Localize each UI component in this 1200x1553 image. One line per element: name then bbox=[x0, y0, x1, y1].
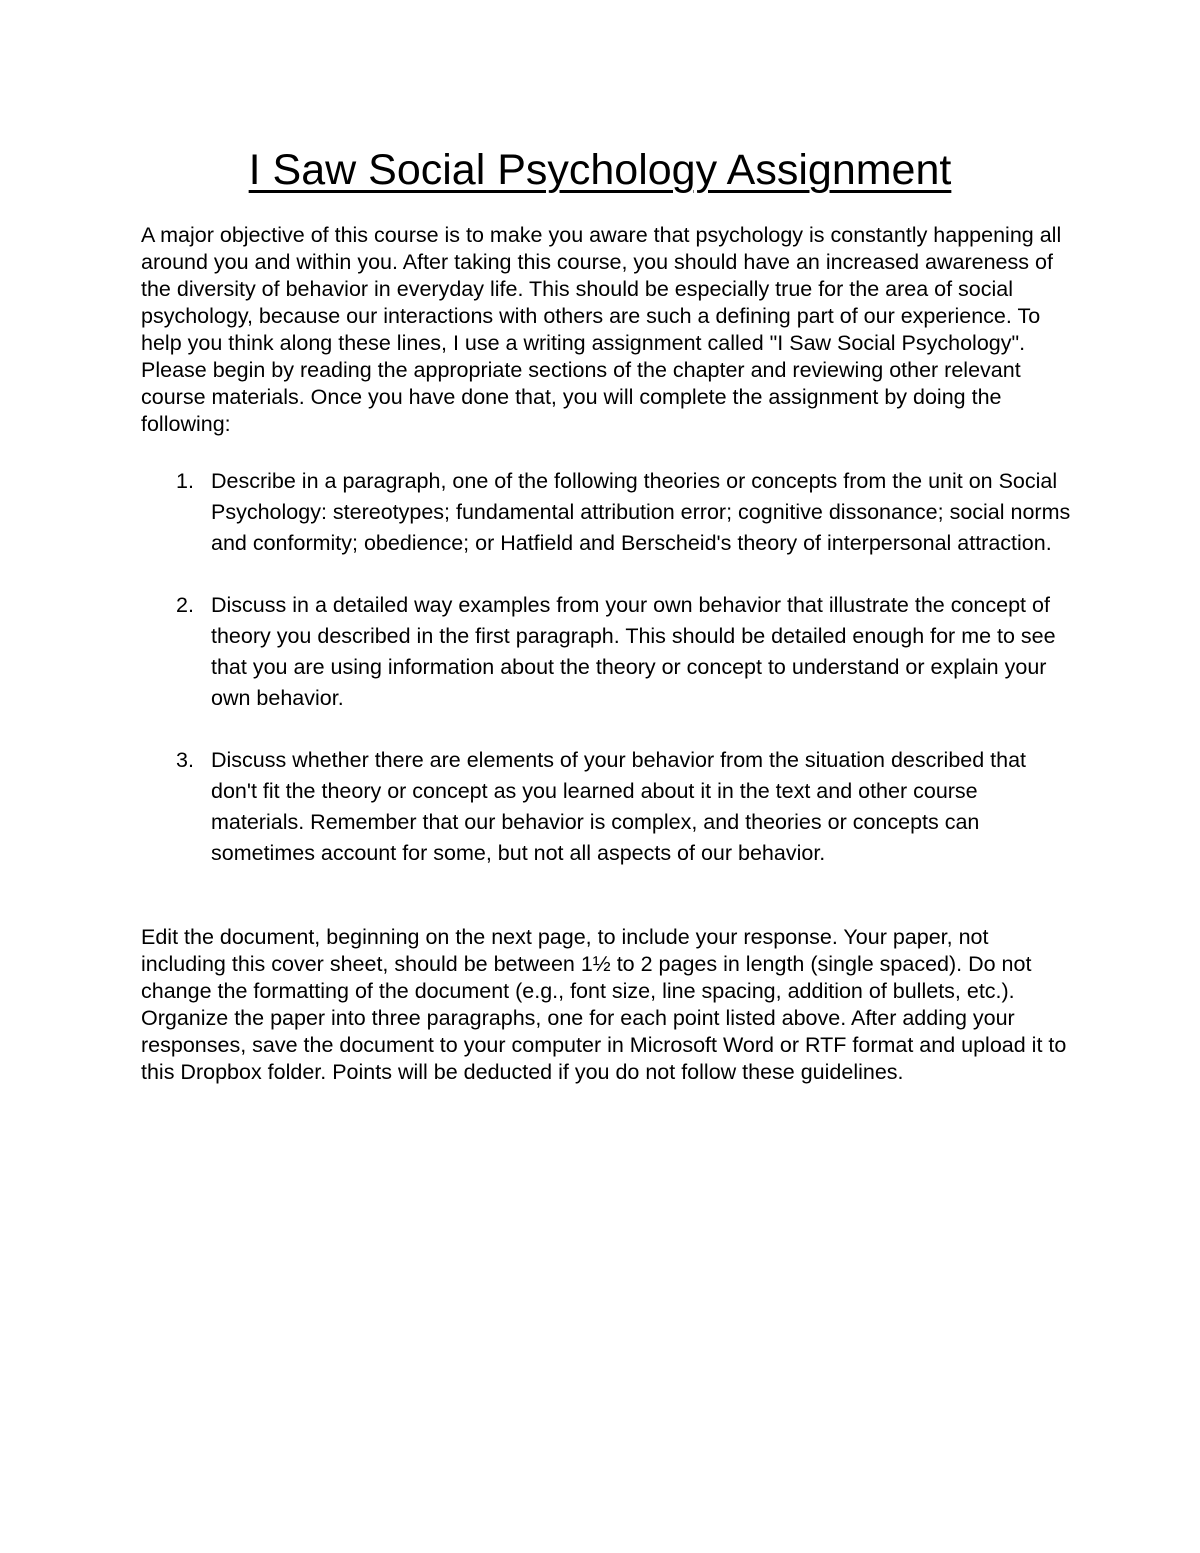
list-item-text: Discuss whether there are elements of your behavior from the situation described that don't fit the theory or concept as you learned about it in the text and other course materials. Remember that our behavior is complex, and theories or concepts can sometimes account for some, but not all aspects of our behavior. bbox=[211, 748, 1027, 865]
list-item-text: Discuss in a detailed way examples from your own behavior that illustrate the concept of theory you described in the first paragraph. This should be detailed enough for me to see that you are using information about the theory or concept to understand or explain your own behavior. bbox=[211, 593, 1056, 710]
list-item bbox=[141, 590, 1071, 714]
closing-paragraph: Edit the document, beginning on the next page, to include your response. Your paper, not including this cover sheet, should be between 1½ to 2 pages in length (single spaced). Do not change the formatting of the document (e.g., font size, line spacing, addition of bullets, etc.). Organize the paper into three paragraphs, one for each point listed above. After adding your responses, save the document to your computer in Microsoft Word or RTF format and upload it to this Dropbox folder. Points will be deducted if you do not follow these guidelines. bbox=[141, 925, 1067, 1084]
list-item-text: Describe in a paragraph, one of the following theories or concepts from the unit on Social Psychology: stereotypes; fundamental attribution error; cognitive dissonance; social norms and conformity; obedience; or Hatfield and Berscheid's theory of interpersonal attraction. bbox=[211, 469, 1071, 555]
intro-paragraph: A major objective of this course is to make you aware that psychology is constantly happening all around you and within you. After taking this course, you should have an increased awareness of the diversity of behavior in everyday life. This should be especially true for the area of social psychology, because our interactions with others are such a defining part of our experience. To help you think along these lines, I use a writing assignment called "I Saw Social Psychology". Please begin by reading the appropriate sections of the chapter and reviewing other relevant course materials. Once you have done that, you will complete the assignment by doing the following: bbox=[141, 223, 1062, 436]
list-item-number: 2. bbox=[176, 593, 194, 617]
list-item-number: 3. bbox=[176, 748, 194, 772]
instruction-list bbox=[141, 466, 1071, 900]
list-item bbox=[141, 466, 1071, 559]
document-title: I Saw Social Psychology Assignment bbox=[248, 146, 952, 194]
list-item-number: 1. bbox=[176, 469, 194, 493]
list-item bbox=[141, 745, 1071, 869]
